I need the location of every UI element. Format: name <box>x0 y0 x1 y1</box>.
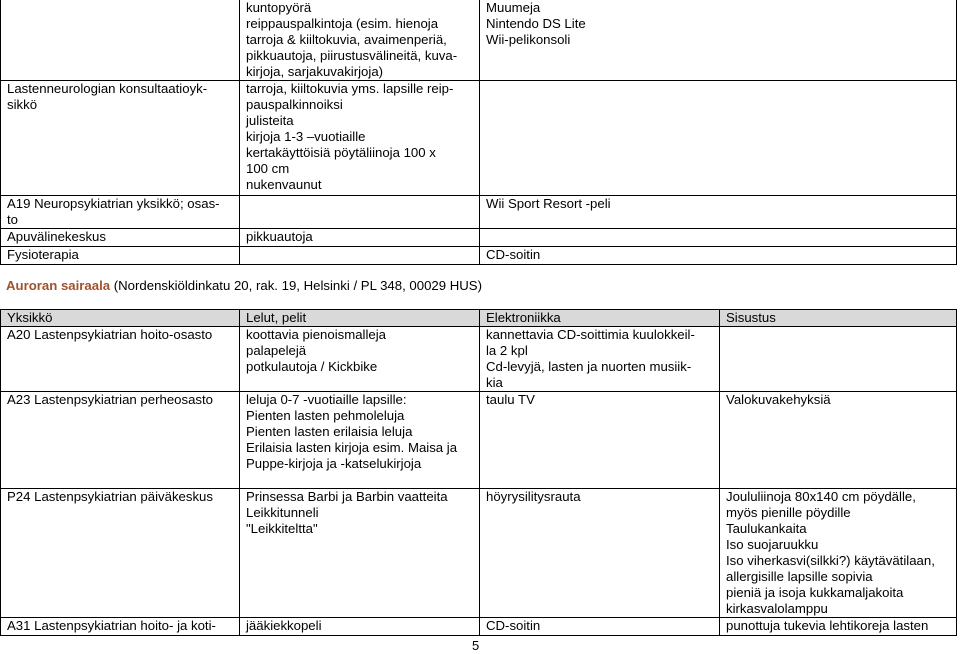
unit-cell-line: A23 Lastenpsykiatrian perheosasto <box>7 392 214 407</box>
toys-cell <box>240 618 480 636</box>
hospital-address: (Nordenskiöldinkatu 20, rak. 19, Helsinki / PL 348, 00029 HUS) <box>110 278 482 293</box>
unit-cell <box>1 247 240 265</box>
top-table-row <box>1 81 957 196</box>
toys-cell-line: pikkuautoja <box>246 229 313 244</box>
unit-cell <box>1 196 240 229</box>
toys-cell-line: kirjoja, sarjakuvakirjoja) <box>246 64 384 79</box>
decor-cell-line: kirkasvalolamppu <box>726 601 828 616</box>
items-cell <box>480 0 957 81</box>
toys-cell <box>240 0 480 81</box>
top-table-row <box>1 247 957 265</box>
decor-cell-line: Iso suojaruukku <box>726 537 819 552</box>
toys-cell <box>240 247 480 265</box>
header-row <box>1 310 957 327</box>
toys-cell-line: tarroja, kiiltokuvia yms. lapsille reip- <box>246 81 454 96</box>
toys-cell-line: nukenvaunut <box>246 177 322 192</box>
unit-cell-line: Lastenneurologian konsultaatioyk- <box>7 81 208 96</box>
unit-cell <box>1 229 240 247</box>
decor-cell-line: Valokuvakehyksiä <box>726 392 831 407</box>
table-row <box>1 327 957 392</box>
toys-cell-line: leluja 0-7 -vuotiaille lapsille: <box>246 392 407 407</box>
electronics-cell <box>480 392 720 489</box>
electronics-cell <box>480 618 720 636</box>
unit-cell-line: Fysioterapia <box>7 247 79 262</box>
unit-cell-line: P24 Lastenpsykiatrian päiväkeskus <box>7 489 213 504</box>
top-table-row <box>1 0 957 81</box>
top-table-row <box>1 196 957 229</box>
toys-cell-line: 100 cm <box>246 161 290 176</box>
items-cell-line: CD-soitin <box>486 247 541 262</box>
toys-cell-line: reippauspalkintoja (esim. hienoja <box>246 16 439 31</box>
toys-cell-line: potkulautoja / Kickbike <box>246 359 378 374</box>
items-cell <box>480 247 957 265</box>
top-table <box>0 0 957 265</box>
unit-cell <box>1 327 240 392</box>
main-table <box>0 309 957 636</box>
toys-cell-line: kertakäyttöisiä pöytäliinoja 100 x <box>246 145 436 160</box>
unit-cell <box>1 618 240 636</box>
electronics-cell-line: taulu TV <box>486 392 535 407</box>
toys-cell-line: Puppe-kirjoja ja -katselukirjoja <box>246 456 422 471</box>
toys-cell-line: julisteita <box>246 113 294 128</box>
header-unit: Yksikkö <box>1 310 240 327</box>
toys-cell-line: palapelejä <box>246 343 307 358</box>
decor-cell-line: myös pienille pöydille <box>726 505 851 520</box>
items-cell <box>480 196 957 229</box>
table-row <box>1 618 957 636</box>
items-cell <box>480 229 957 247</box>
decor-cell-line: Joululiinoja 80x140 cm pöydälle, <box>726 489 916 504</box>
header-toys: Lelut, pelit <box>240 310 480 327</box>
toys-cell-line: jääkiekkopeli <box>246 618 322 633</box>
items-cell-line: Muumeja <box>486 0 541 15</box>
electronics-cell <box>480 327 720 392</box>
toys-cell-line: Leikkitunneli <box>246 505 319 520</box>
unit-cell-line: to <box>7 212 18 227</box>
header-decor: Sisustus <box>720 310 957 327</box>
toys-cell <box>240 81 480 196</box>
toys-cell <box>240 392 480 489</box>
toys-cell-line: pikkuautoja, piirustusvälineitä, kuva- <box>246 48 458 63</box>
hospital-heading <box>6 278 482 294</box>
electronics-cell-line: Cd-levyjä, lasten ja nuorten musiik- <box>486 359 692 374</box>
toys-cell <box>240 327 480 392</box>
decor-cell-line: punottuja tukevia lehtikoreja lasten <box>726 618 929 633</box>
electronics-cell <box>480 489 720 618</box>
electronics-cell-line: kannettavia CD-soittimia kuulokkeil- <box>486 327 695 342</box>
toys-cell-line: kuntopyörä <box>246 0 312 15</box>
unit-cell-line: Apuvälinekeskus <box>7 229 106 244</box>
decor-cell <box>720 489 957 618</box>
items-cell <box>480 81 957 196</box>
items-cell-line: Wii Sport Resort -peli <box>486 196 611 211</box>
toys-cell-line: kirjoja 1-3 –vuotiaille <box>246 129 366 144</box>
decor-cell <box>720 392 957 489</box>
toys-cell <box>240 489 480 618</box>
toys-cell-line: koottavia pienoismalleja <box>246 327 387 342</box>
hospital-name: Auroran sairaala <box>6 278 111 293</box>
toys-cell-line: Pienten lasten erilaisia leluja <box>246 424 413 439</box>
toys-cell <box>240 229 480 247</box>
decor-cell-line: allergisille lapsille sopivia <box>726 569 873 584</box>
decor-cell <box>720 618 957 636</box>
table-row <box>1 489 957 618</box>
top-table-row <box>1 229 957 247</box>
toys-cell-line: Erilaisia lasten kirjoja esim. Maisa ja <box>246 440 458 455</box>
header-electronics: Elektroniikka <box>480 310 720 327</box>
electronics-cell-line: höyrysilitysrauta <box>486 489 581 504</box>
toys-cell-line: "Leikkiteltta" <box>246 521 318 536</box>
decor-cell-line: pieniä ja isoja kukkamaljakoita <box>726 585 904 600</box>
electronics-cell-line: la 2 kpl <box>486 343 528 358</box>
unit-cell-line: A20 Lastenpsykiatrian hoito-osasto <box>7 327 213 342</box>
electronics-cell-line: CD-soitin <box>486 618 541 633</box>
toys-cell-line: pauspalkinnoiksi <box>246 97 343 112</box>
page-number: 5 <box>472 638 480 653</box>
unit-cell-line: A19 Neuropsykiatrian yksikkö; osas- <box>7 196 220 211</box>
items-cell-line: Wii-pelikonsoli <box>486 32 571 47</box>
items-cell-line: Nintendo DS Lite <box>486 16 586 31</box>
unit-cell <box>1 0 240 81</box>
table-row <box>1 392 957 489</box>
unit-cell <box>1 81 240 196</box>
decor-cell-line: Taulukankaita <box>726 521 807 536</box>
unit-cell-line: sikkö <box>7 97 38 112</box>
toys-cell-line: Prinsessa Barbi ja Barbin vaatteita <box>246 489 448 504</box>
toys-cell <box>240 196 480 229</box>
decor-cell <box>720 327 957 392</box>
electronics-cell-line: kia <box>486 375 503 390</box>
toys-cell-line: Pienten lasten pehmoleluja <box>246 408 405 423</box>
unit-cell-line: A31 Lastenpsykiatrian hoito- ja koti- <box>7 618 216 633</box>
decor-cell-line: Iso viherkasvi(silkki?) käytävätilaan, <box>726 553 935 568</box>
unit-cell <box>1 489 240 618</box>
unit-cell <box>1 392 240 489</box>
toys-cell-line: tarroja & kiiltokuvia, avaimenperiä, <box>246 32 447 47</box>
